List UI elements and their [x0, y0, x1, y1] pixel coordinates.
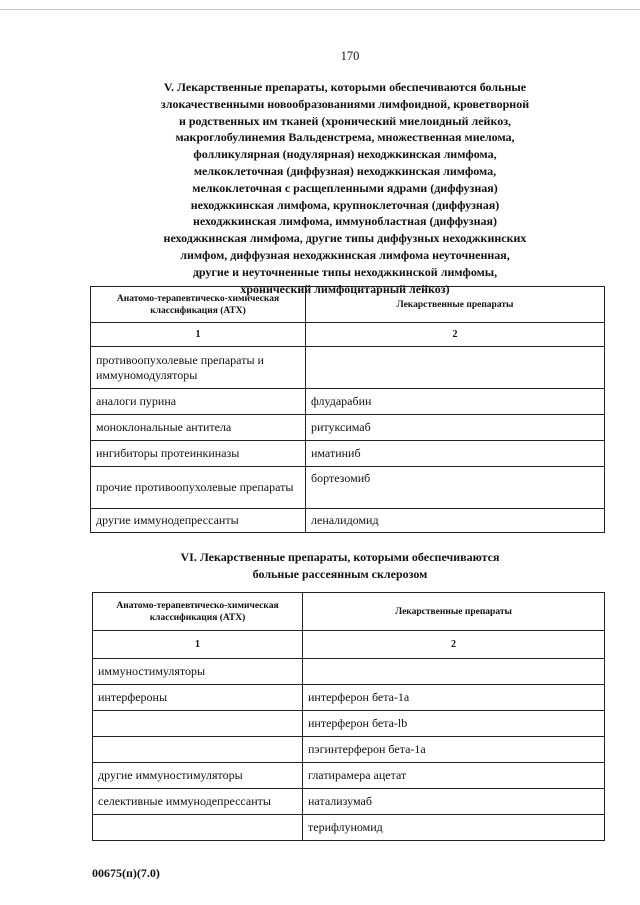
atx-cell: селективные иммунодепрессанты	[93, 789, 303, 815]
table-number-row	[91, 323, 605, 347]
atx-cell: другие иммуностимуляторы	[93, 763, 303, 789]
drug-cell	[303, 659, 605, 685]
drug-cell: интерферон бета-1а	[303, 685, 605, 711]
title-line: другие и неуточненные типы неходжкинской лимфомы,	[192, 264, 498, 279]
drug-cell: леналидомид	[306, 509, 605, 533]
title-line: фолликулярная (нодулярная) неходжкинская лимфома,	[193, 147, 497, 162]
atx-cell	[93, 815, 303, 841]
atx-cell	[93, 737, 303, 763]
header-atx: Анатомо-терапевтическо-химическая классификация (АТХ)	[93, 593, 303, 631]
title-line: V. Лекарственные препараты, которыми обеспечиваются больные	[163, 80, 527, 94]
table-row	[93, 763, 605, 789]
title-line: мелкоклеточная (диффузная) неходжкинская лимфома,	[193, 163, 497, 178]
drug-cell: иматиниб	[306, 441, 605, 467]
header-drugs: Лекарственные препараты	[306, 287, 605, 323]
section-5-title	[130, 79, 560, 297]
table-row	[91, 467, 605, 509]
atx-cell: моноклональные антитела	[91, 415, 306, 441]
table-header-row	[91, 287, 605, 323]
table-row	[93, 685, 605, 711]
atx-cell	[93, 711, 303, 737]
title-line: неходжкинская лимфома, иммунобластная (диффузная)	[193, 214, 497, 229]
title-line: неходжкинская лимфома, другие типы диффузных неходжкинских	[163, 231, 527, 246]
title-line: VI. Лекарственные препараты, которыми обеспечиваются	[180, 550, 500, 564]
atx-cell: интерфероны	[93, 685, 303, 711]
title-line: неходжкинская лимфома, крупноклеточная (диффузная)	[190, 197, 500, 212]
drug-cell: флударабин	[306, 389, 605, 415]
header-atx: Анатомо-терапевтическо-химическая классификация (АТХ)	[91, 287, 306, 323]
table-row	[91, 441, 605, 467]
table-number-row	[93, 631, 605, 659]
atx-cell: другие иммунодепрессанты	[91, 509, 306, 533]
atx-cell: ингибиторы протеинкиназы	[91, 441, 306, 467]
title-line: и родственных им тканей (хронический миелоидный лейкоз,	[178, 113, 512, 128]
table-row	[93, 659, 605, 685]
table-row	[93, 737, 605, 763]
drug-cell: бортезомиб	[306, 467, 605, 509]
page-number: 170	[340, 49, 360, 63]
title-line: лимфом, диффузная неходжкинская лимфома неуточненная,	[180, 247, 510, 262]
table-row	[93, 789, 605, 815]
section-6-title	[130, 549, 550, 583]
title-line: хронический лимфоцитарный лейкоз)	[240, 281, 450, 296]
drug-cell: ритуксимаб	[306, 415, 605, 441]
table-row	[93, 815, 605, 841]
table-header-row	[93, 593, 605, 631]
drug-cell: терифлуномид	[303, 815, 605, 841]
atx-cell: противоопухолевые препараты и иммуномодуляторы	[91, 347, 306, 389]
document-code: 00675(п)(7.0)	[92, 866, 160, 880]
table-row	[91, 389, 605, 415]
atx-cell: аналоги пурина	[91, 389, 306, 415]
section-6-table	[92, 592, 605, 841]
title-line: злокачественными новообразованиями лимфоидной, кроветворной	[160, 96, 530, 111]
section-5-table	[90, 286, 605, 533]
column-number-2: 2	[303, 631, 605, 659]
table-row	[91, 347, 605, 389]
drug-cell: интерферон бета-lb	[303, 711, 605, 737]
table-row	[91, 415, 605, 441]
title-line: макроглобулинемия Вальденстрема, множественная миелома,	[175, 130, 515, 145]
drug-cell: натализумаб	[303, 789, 605, 815]
drug-cell: пэгинтерферон бета-1а	[303, 737, 605, 763]
table-row	[91, 509, 605, 533]
column-number-1: 1	[93, 631, 303, 659]
header-drugs: Лекарственные препараты	[303, 593, 605, 631]
drug-cell: глатирамера ацетат	[303, 763, 605, 789]
title-line: мелкоклеточная с расщепленными ядрами (диффузная)	[192, 180, 498, 195]
title-line: больные рассеянным склерозом	[252, 566, 428, 581]
column-number-1: 1	[91, 323, 306, 347]
atx-cell: иммуностимуляторы	[93, 659, 303, 685]
table-row	[93, 711, 605, 737]
top-rule	[0, 9, 640, 10]
atx-cell: прочие противоопухолевые препараты	[91, 467, 306, 509]
drug-cell	[306, 347, 605, 389]
column-number-2: 2	[306, 323, 605, 347]
